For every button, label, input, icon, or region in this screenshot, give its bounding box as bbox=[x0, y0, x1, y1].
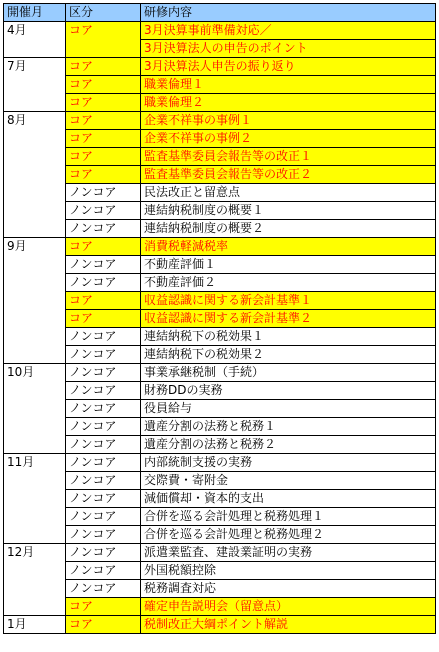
header-month: 開催月 bbox=[4, 4, 66, 22]
training-topic: 遺産分割の法務と税務１ bbox=[141, 418, 436, 436]
training-topic: 外国税額控除 bbox=[141, 562, 436, 580]
table-row bbox=[4, 346, 436, 364]
table-row bbox=[4, 382, 436, 400]
category-noncore: ノンコア bbox=[66, 490, 141, 508]
table-row bbox=[4, 580, 436, 598]
training-topic: 不動産評価２ bbox=[141, 274, 436, 292]
training-topic: 3月決算事前準備対応／ bbox=[141, 22, 436, 40]
category-core: コア bbox=[66, 130, 141, 148]
category-core: コア bbox=[66, 58, 141, 76]
category-noncore: ノンコア bbox=[66, 454, 141, 472]
category-noncore: ノンコア bbox=[66, 256, 141, 274]
training-topic: 事業承継税制（手続） bbox=[141, 364, 436, 382]
header-content: 研修内容 bbox=[141, 4, 436, 22]
training-topic: 消費税軽減税率 bbox=[141, 238, 436, 256]
month-cell: 10月 bbox=[4, 364, 66, 454]
table-row bbox=[4, 544, 436, 562]
month-cell: 12月 bbox=[4, 544, 66, 616]
month-cell: 11月 bbox=[4, 454, 66, 544]
month-cell: 7月 bbox=[4, 58, 66, 112]
training-topic: 遺産分割の法務と税務２ bbox=[141, 436, 436, 454]
table-row bbox=[4, 508, 436, 526]
table-row bbox=[4, 58, 436, 76]
table-row bbox=[4, 202, 436, 220]
table-row bbox=[4, 94, 436, 112]
table-row bbox=[4, 436, 436, 454]
training-topic: 3月決算法人の申告のポイント bbox=[141, 40, 436, 58]
category-core: コア bbox=[66, 148, 141, 166]
category-core: コア bbox=[66, 94, 141, 112]
training-topic: 企業不祥事の事例２ bbox=[141, 130, 436, 148]
training-topic: 収益認識に関する新会計基準１ bbox=[141, 292, 436, 310]
table-row bbox=[4, 292, 436, 310]
training-topic: 不動産評価１ bbox=[141, 256, 436, 274]
category-noncore: ノンコア bbox=[66, 562, 141, 580]
training-topic: 内部統制支援の実務 bbox=[141, 454, 436, 472]
category-core: コア bbox=[66, 238, 141, 256]
category-core: コア bbox=[66, 310, 141, 328]
category-noncore: ノンコア bbox=[66, 202, 141, 220]
table-row bbox=[4, 256, 436, 274]
training-topic: 連結納税下の税効果１ bbox=[141, 328, 436, 346]
training-topic: 3月決算法人申告の振り返り bbox=[141, 58, 436, 76]
category-core: コア bbox=[66, 292, 141, 310]
month-cell: 8月 bbox=[4, 112, 66, 238]
table-row bbox=[4, 112, 436, 130]
training-topic: 合併を巡る会計処理と税務処理２ bbox=[141, 526, 436, 544]
table-row bbox=[4, 328, 436, 346]
table-row bbox=[4, 490, 436, 508]
training-topic: 連結納税制度の概要２ bbox=[141, 220, 436, 238]
table-row bbox=[4, 220, 436, 238]
training-topic: 民法改正と留意点 bbox=[141, 184, 436, 202]
category-noncore: ノンコア bbox=[66, 436, 141, 454]
training-topic: 派遣業監査、建設業証明の実務 bbox=[141, 544, 436, 562]
category-noncore: ノンコア bbox=[66, 526, 141, 544]
training-topic: 合併を巡る会計処理と税務処理１ bbox=[141, 508, 436, 526]
table-row bbox=[4, 76, 436, 94]
table-row bbox=[4, 22, 436, 40]
training-topic: 監査基準委員会報告等の改正１ bbox=[141, 148, 436, 166]
category-core: コア bbox=[66, 166, 141, 184]
category-noncore: ノンコア bbox=[66, 508, 141, 526]
month-cell: 4月 bbox=[4, 22, 66, 58]
category-core: コア bbox=[66, 598, 141, 616]
training-topic: 職業倫理２ bbox=[141, 94, 436, 112]
table-row bbox=[4, 418, 436, 436]
training-topic: 企業不祥事の事例１ bbox=[141, 112, 436, 130]
category-noncore: ノンコア bbox=[66, 418, 141, 436]
table-row bbox=[4, 184, 436, 202]
category-core: コア bbox=[66, 112, 141, 130]
training-topic: 確定申告説明会（留意点） bbox=[141, 598, 436, 616]
table-row bbox=[4, 616, 436, 634]
category-noncore: ノンコア bbox=[66, 220, 141, 238]
table-row bbox=[4, 166, 436, 184]
table-row bbox=[4, 310, 436, 328]
category-noncore: ノンコア bbox=[66, 382, 141, 400]
category-noncore: ノンコア bbox=[66, 184, 141, 202]
table-row bbox=[4, 472, 436, 490]
training-topic: 職業倫理１ bbox=[141, 76, 436, 94]
category-core: コア bbox=[66, 22, 141, 58]
table-row bbox=[4, 148, 436, 166]
table-row bbox=[4, 598, 436, 616]
table-row bbox=[4, 274, 436, 292]
training-topic: 役員給与 bbox=[141, 400, 436, 418]
training-topic: 連結納税下の税効果２ bbox=[141, 346, 436, 364]
table-header bbox=[4, 4, 436, 22]
category-noncore: ノンコア bbox=[66, 328, 141, 346]
table-row bbox=[4, 130, 436, 148]
training-topic: 減価償却・資本的支出 bbox=[141, 490, 436, 508]
month-cell: 9月 bbox=[4, 238, 66, 364]
table-body bbox=[4, 22, 436, 634]
category-core: コア bbox=[66, 616, 141, 634]
training-topic: 連結納税制度の概要１ bbox=[141, 202, 436, 220]
table-row bbox=[4, 364, 436, 382]
table-row bbox=[4, 562, 436, 580]
training-topic: 税務調査対応 bbox=[141, 580, 436, 598]
category-noncore: ノンコア bbox=[66, 544, 141, 562]
training-topic: 収益認識に関する新会計基準２ bbox=[141, 310, 436, 328]
table-row bbox=[4, 454, 436, 472]
training-topic: 監査基準委員会報告等の改正２ bbox=[141, 166, 436, 184]
table-row bbox=[4, 238, 436, 256]
table-row bbox=[4, 526, 436, 544]
header-category: 区分 bbox=[66, 4, 141, 22]
category-noncore: ノンコア bbox=[66, 346, 141, 364]
category-noncore: ノンコア bbox=[66, 472, 141, 490]
month-cell: 1月 bbox=[4, 616, 66, 634]
header-row bbox=[4, 4, 436, 22]
training-topic: 財務DDの実務 bbox=[141, 382, 436, 400]
training-schedule-table bbox=[3, 3, 436, 634]
training-topic: 交際費・寄附金 bbox=[141, 472, 436, 490]
training-topic: 税制改正大綱ポイント解説 bbox=[141, 616, 436, 634]
category-core: コア bbox=[66, 76, 141, 94]
category-noncore: ノンコア bbox=[66, 400, 141, 418]
table-row bbox=[4, 400, 436, 418]
category-noncore: ノンコア bbox=[66, 274, 141, 292]
category-noncore: ノンコア bbox=[66, 580, 141, 598]
category-noncore: ノンコア bbox=[66, 364, 141, 382]
